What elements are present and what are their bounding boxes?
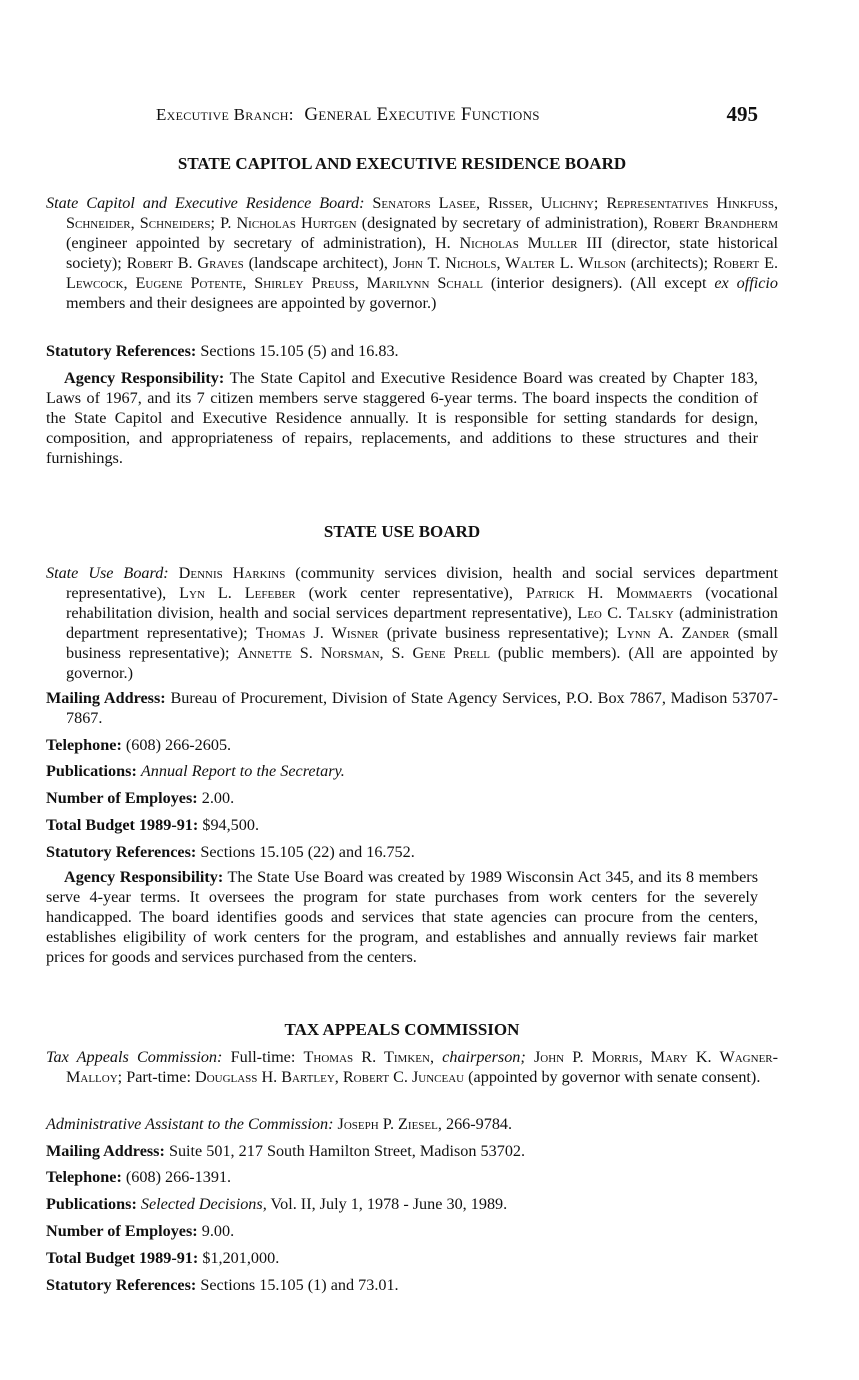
tax-assistant-label: Administrative Assistant to the Commission:	[46, 1115, 334, 1133]
capitol-members-e: H. Nicholas Muller III	[434, 234, 603, 252]
use-mailing-value: Bureau of Procurement, Division of State Agency Services, P.O. Box 7867, Madison 53707-7867.	[66, 689, 778, 727]
tax-employees-label: Number of Employes:	[46, 1222, 198, 1240]
tax-employees	[46, 1221, 758, 1241]
use-statutory-value: Sections 15.105 (22) and 16.752.	[200, 843, 415, 861]
tax-telephone-label: Telephone:	[46, 1168, 122, 1186]
use-budget-value: $94,500.	[202, 816, 259, 834]
tax-statutory-label: Statutory References:	[46, 1276, 197, 1294]
tax-budget-label: Total Budget 1989-91:	[46, 1249, 199, 1267]
capitol-members-j: (architects);	[630, 254, 709, 272]
use-member-1: Dennis Harkins	[178, 564, 286, 582]
tax-mailing-value: Suite 501, 217 South Hamilton Street, Madison 53702.	[168, 1142, 526, 1160]
capitol-statutory	[46, 341, 758, 361]
use-statutory	[46, 842, 758, 862]
tax-parttime-members: Douglass H. Bartley, Robert C. Junceau	[195, 1068, 465, 1086]
tax-chair-role: chairperson;	[442, 1048, 526, 1066]
use-member-1-desc: (community services division, health and social services department representative),	[66, 564, 779, 602]
tax-publications-rest: Vol. II, July 1, 1978 - June 30, 1989.	[270, 1195, 508, 1213]
use-board-members	[46, 563, 778, 683]
use-board-label: State Use Board:	[46, 564, 169, 582]
use-member-3-desc: (vocational rehabilitation division, health and social services department representative),	[66, 584, 779, 622]
capitol-members-g: Robert B. Graves	[126, 254, 244, 272]
tax-employees-value: 9.00.	[201, 1222, 235, 1240]
use-telephone-label: Telephone:	[46, 736, 122, 754]
use-member-2: Lyn L. Lefeber	[179, 584, 296, 602]
tax-statutory	[46, 1275, 758, 1295]
tax-fulltime-label: Full-time:	[230, 1048, 296, 1066]
capitol-members-n: members and their designees are appointed by governor.)	[66, 294, 437, 312]
use-budget-label: Total Budget 1989-91:	[46, 816, 199, 834]
capitol-agency-label: Agency Responsibility:	[64, 369, 225, 387]
use-agency-label: Agency Responsibility:	[64, 868, 224, 886]
page-number: 495	[726, 102, 758, 126]
capitol-members-h: (landscape architect),	[248, 254, 388, 272]
capitol-board-title: STATE CAPITOL AND EXECUTIVE RESIDENCE BOARD	[177, 154, 627, 173]
use-telephone-value: (608) 266-2605.	[125, 736, 232, 754]
capitol-board-members	[46, 193, 778, 313]
capitol-members-l: (interior designers). (All except	[490, 274, 707, 292]
tax-mailing-address	[46, 1141, 758, 1161]
use-telephone	[46, 735, 758, 755]
use-publications-value: Annual Report to the Secretary.	[140, 762, 345, 780]
tax-admin-assistant	[46, 1114, 758, 1134]
capitol-statutory-label: Statutory References:	[46, 342, 197, 360]
tax-telephone	[46, 1167, 758, 1187]
capitol-members-b: (designated by secretary of administration),	[361, 214, 648, 232]
use-member-2-desc: (work center representative),	[308, 584, 513, 602]
tax-publications	[46, 1194, 758, 1214]
use-mailing-address	[46, 688, 778, 728]
use-employees-value: 2.00.	[201, 789, 235, 807]
tax-publications-title: Selected Decisions,	[140, 1195, 267, 1213]
tax-commission-title: TAX APPEALS COMMISSION	[284, 1020, 520, 1039]
capitol-statutory-value: Sections 15.105 (5) and 16.83.	[200, 342, 399, 360]
running-head	[46, 102, 758, 130]
capitol-agency-responsibility	[46, 368, 758, 468]
tax-parttime-label: Part-time:	[126, 1068, 191, 1086]
tax-appointed-note: (appointed by governor with senate consent).	[468, 1068, 761, 1086]
use-statutory-label: Statutory References:	[46, 843, 197, 861]
tax-mailing-label: Mailing Address:	[46, 1142, 165, 1160]
capitol-members-k: Robert E. Lewcock, Eugene Potente, Shirley Preuss, Marilynn Schall	[66, 254, 779, 292]
tax-fulltime-members: John P. Morris, Mary K. Wagner-Malloy;	[66, 1048, 779, 1086]
running-title-main: General Executive Functions	[304, 104, 540, 125]
use-member-6: Lynn A. Zander	[616, 624, 730, 642]
use-member-4: Leo C. Talsky	[577, 604, 674, 622]
capitol-members-c: Robert Brandherm	[652, 214, 779, 232]
capitol-members-f: (director, state historical society);	[66, 234, 779, 272]
use-member-4-desc: (administration department representative);	[66, 604, 779, 642]
tax-assistant-name: Joseph P. Ziesel,	[337, 1115, 442, 1133]
running-title-prefix: Executive Branch:	[156, 105, 294, 124]
tax-telephone-value: (608) 266-1391.	[125, 1168, 232, 1186]
tax-budget-value: $1,201,000.	[202, 1249, 280, 1267]
tax-publications-label: Publications:	[46, 1195, 137, 1213]
use-employees	[46, 788, 758, 808]
capitol-members-m: ex officio	[714, 274, 778, 292]
use-board-title: STATE USE BOARD	[323, 522, 481, 541]
tax-commission-members	[46, 1047, 778, 1087]
use-member-7-desc: (public members). (All are appointed by governor.)	[66, 644, 779, 682]
use-publications-label: Publications:	[46, 762, 137, 780]
tax-commission-label: Tax Appeals Commission:	[46, 1048, 223, 1066]
use-member-7: Annette S. Norsman, S. Gene Prell	[237, 644, 490, 662]
capitol-members-d: (engineer appointed by secretary of administration),	[66, 234, 427, 252]
tax-assistant-phone: 266-9784.	[445, 1115, 513, 1133]
tax-chair-name: Thomas R. Timken,	[303, 1048, 434, 1066]
tax-statutory-value: Sections 15.105 (1) and 73.01.	[200, 1276, 399, 1294]
running-title	[156, 104, 540, 126]
capitol-members-a: Senators Lasee, Risser, Ulichny; Representatives Hinkfuss, Schneider, Schneiders; P. Nicholas Hurtgen	[66, 194, 779, 232]
use-member-3: Patrick H. Mommaerts	[525, 584, 693, 602]
use-agency-responsibility	[46, 867, 758, 967]
use-budget	[46, 815, 758, 835]
use-member-5-desc: (private business representative);	[386, 624, 609, 642]
tax-budget	[46, 1248, 758, 1268]
use-mailing-label: Mailing Address:	[46, 689, 166, 707]
use-member-6-desc: (small business representative);	[66, 624, 779, 662]
use-publications	[46, 761, 758, 781]
use-employees-label: Number of Employes:	[46, 789, 198, 807]
capitol-agency-text: The State Capitol and Executive Residence Board was created by Chapter 183, Laws of 1967, and its 7 citizen members serve staggered 6-year terms. The board inspects the condition of the State Capitol and Executive Residence annually. It is responsible for setting standards for design, composition, and appropriateness of repairs, replacements, and additions to these structures and their furnishings.	[46, 369, 758, 467]
capitol-members-i: John T. Nichols, Walter L. Wilson	[392, 254, 626, 272]
capitol-board-label: State Capitol and Executive Residence Board:	[46, 194, 365, 212]
use-agency-text: The State Use Board was created by 1989 Wisconsin Act 345, and its 8 members serve 4-year terms. It oversees the program for state purchases from work centers for the severely handicapped. The board identifies goods and services that state agencies can procure from the centers, establishes eligibility of work centers for the program, and establishes and annually reviews fair market prices for goods and services purchased from the centers.	[46, 868, 758, 966]
use-member-5: Thomas J. Wisner	[255, 624, 379, 642]
